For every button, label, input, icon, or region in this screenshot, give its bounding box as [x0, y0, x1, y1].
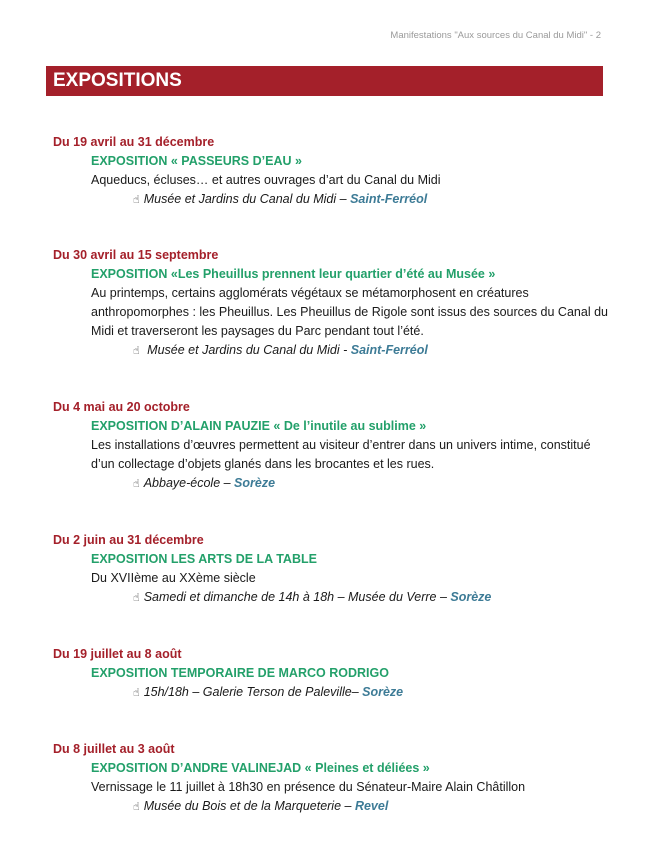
event-date: Du 19 juillet au 8 août	[53, 647, 182, 661]
event-town: Sorèze	[234, 476, 276, 490]
event-date: Du 8 juillet au 3 août	[53, 742, 175, 756]
event-venue: Abbaye-école –	[143, 476, 235, 490]
event-venue: 15h/18h – Galerie Terson de Paleville–	[143, 685, 363, 699]
event-description: Du XVIIème au XXème siècle	[91, 571, 256, 585]
event-title: EXPOSITION LES ARTS DE LA TABLE	[91, 552, 317, 566]
event-description: Au printemps, certains agglomérats végétaux se métamorphosent en créatures anthropomorphes : les Pheuillus. Les Pheuillus de Rigole sont issus des sources du Canal du Midi et traverseront les paysages du Parc pendant tout l’été.	[91, 286, 608, 338]
event-town: Sorèze	[450, 590, 492, 604]
event-andre-valinejad	[53, 740, 613, 817]
event-pheuillus	[53, 246, 613, 361]
pointing-hand-icon: ☝	[133, 194, 140, 206]
pointing-hand-icon: ☝	[133, 687, 140, 699]
pointing-hand-icon: ☝	[133, 345, 140, 357]
event-location	[53, 190, 613, 210]
event-location	[53, 341, 613, 361]
event-location	[53, 797, 613, 817]
event-passeurs-deau	[53, 133, 613, 210]
event-title: EXPOSITION «Les Pheuillus prennent leur quartier d’été au Musée »	[91, 267, 496, 281]
event-location	[53, 474, 613, 494]
event-description: Aqueducs, écluses… et autres ouvrages d’art du Canal du Midi	[91, 173, 441, 187]
event-town: Saint-Ferréol	[350, 343, 428, 357]
event-date: Du 30 avril au 15 septembre	[53, 248, 219, 262]
event-title: EXPOSITION TEMPORAIRE DE MARCO RODRIGO	[91, 666, 389, 680]
event-description: Vernissage le 11 juillet à 18h30 en présence du Sénateur-Maire Alain Châtillon	[91, 780, 526, 794]
event-date: Du 19 avril au 31 décembre	[53, 135, 215, 149]
event-title: EXPOSITION « PASSEURS D’EAU »	[91, 154, 302, 168]
event-date: Du 2 juin au 31 décembre	[53, 533, 204, 547]
event-venue: Musée et Jardins du Canal du Midi -	[143, 343, 351, 357]
section-banner: EXPOSITIONS	[46, 66, 603, 96]
event-venue: Musée et Jardins du Canal du Midi –	[143, 192, 351, 206]
event-date: Du 4 mai au 20 octobre	[53, 400, 190, 414]
event-marco-rodrigo	[53, 645, 613, 703]
event-arts-de-la-table	[53, 531, 613, 608]
event-venue: Samedi et dimanche de 14h à 18h – Musée du Verre –	[143, 590, 451, 604]
pointing-hand-icon: ☝	[133, 592, 140, 604]
event-location	[53, 683, 613, 703]
event-town: Sorèze	[362, 685, 404, 699]
pointing-hand-icon: ☝	[133, 478, 140, 490]
event-location	[53, 588, 613, 608]
event-venue: Musée du Bois et de la Marqueterie –	[143, 799, 355, 813]
event-title: EXPOSITION D’ALAIN PAUZIE « De l’inutile au sublime »	[91, 419, 427, 433]
event-description: Les installations d’œuvres permettent au visiteur d’entrer dans un univers intime, constitué d’un collectage d’objets glanés dans les brocantes et les rues.	[91, 438, 591, 471]
event-alain-pauzie	[53, 398, 613, 494]
event-list	[53, 133, 613, 817]
running-header: Manifestations "Aux sources du Canal du Midi" - 2	[390, 30, 601, 41]
event-town: Saint-Ferréol	[350, 192, 428, 206]
pointing-hand-icon: ☝	[133, 801, 140, 813]
event-town: Revel	[354, 799, 389, 813]
event-title: EXPOSITION D’ANDRE VALINEJAD « Pleines et déliées »	[91, 761, 430, 775]
